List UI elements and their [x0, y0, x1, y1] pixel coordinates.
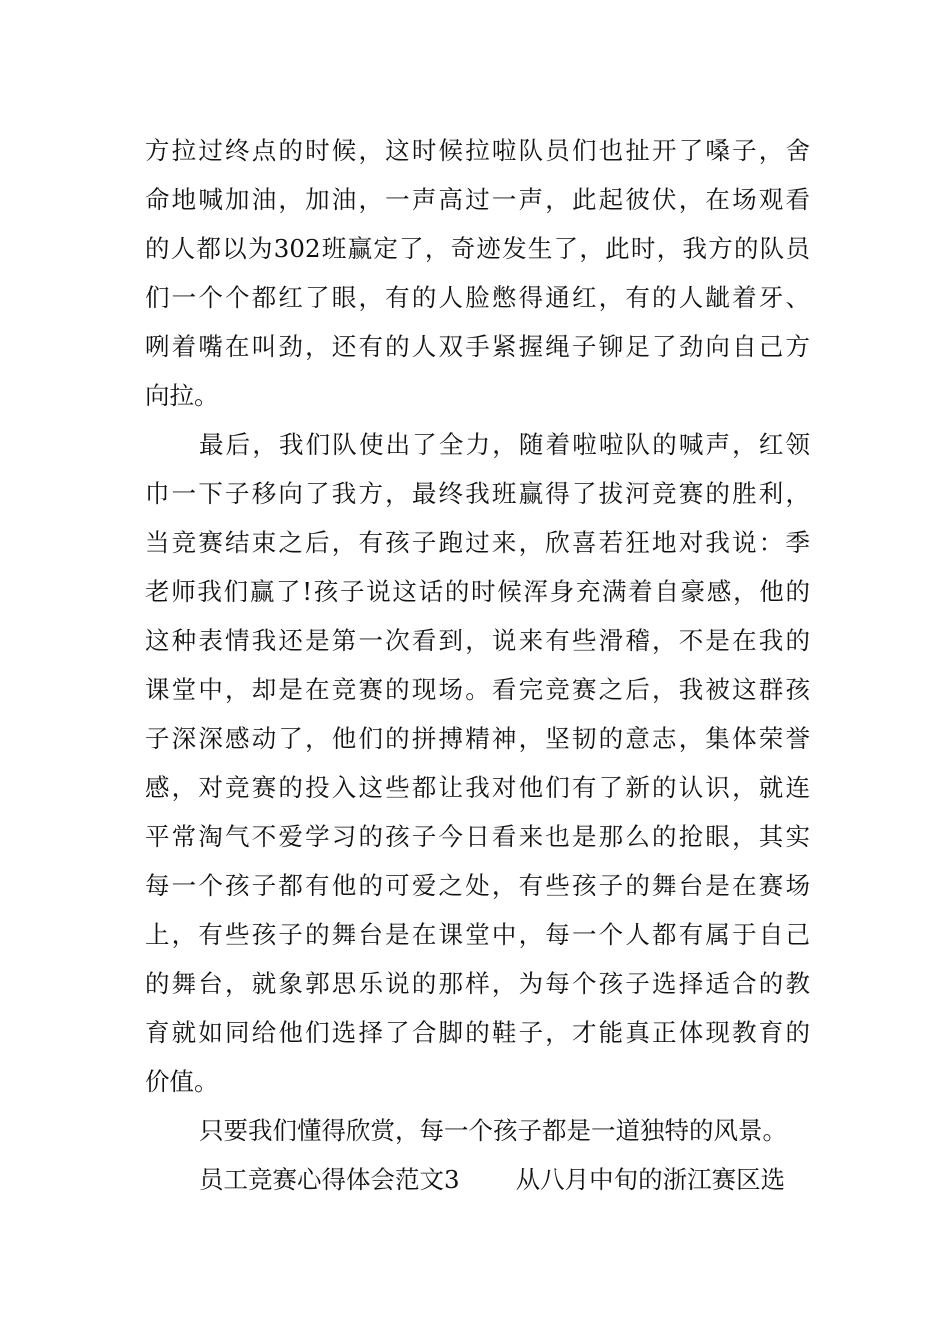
- document-body: [145, 126, 810, 1204]
- text-line: 方拉过终点的时候，这时候拉啦队员们也扯开了嗓子，舍: [145, 136, 810, 165]
- text-line: 的人都以为302班赢定了，奇迹发生了，此时，我方的队员: [145, 234, 810, 263]
- text-line: 上，有些孩子的舞台是在课堂中，每一个人都有属于自己: [145, 920, 810, 949]
- text-line: 老师我们赢了!孩子说这话的时候浑身充满着自豪感，他的: [145, 577, 810, 606]
- text-line: 们一个个都红了眼，有的人脸憋得通红，有的人龇着牙、: [145, 283, 810, 312]
- paragraph-start-line: 最后，我们队使出了全力，随着啦啦队的喊声，红领: [199, 430, 810, 459]
- text-line: 这种表情我还是第一次看到，说来有些滑稽，不是在我的: [145, 626, 810, 655]
- text-line: 巾一下子移向了我方，最终我班赢得了拔河竞赛的胜利，: [145, 479, 810, 508]
- text-line: 感，对竞赛的投入这些都让我对他们有了新的认识，就连: [145, 773, 810, 802]
- text-line: 命地喊加油，加油，一声高过一声，此起彼伏，在场观看: [145, 185, 810, 214]
- text-line: 向拉。: [145, 381, 219, 410]
- text-line: 育就如同给他们选择了合脚的鞋子，才能真正体现教育的: [145, 1018, 810, 1047]
- text-line: 每一个孩子都有他的可爱之处，有些孩子的舞台是在赛场: [145, 871, 810, 900]
- paragraph-line: 只要我们懂得欣赏，每一个孩子都是一道独特的风景。: [199, 1116, 787, 1145]
- section-heading-title: 员工竞赛心得体会范文3: [199, 1165, 460, 1194]
- text-line: 当竞赛结束之后，有孩子跑过来，欣喜若狂地对我说：季: [145, 528, 810, 557]
- text-line: 课堂中，却是在竞赛的现场。看完竞赛之后，我被这群孩: [145, 675, 810, 704]
- text-line: 价值。: [145, 1067, 219, 1096]
- section-heading-tail: 从八月中旬的浙江赛区选: [515, 1165, 786, 1194]
- text-line: 的舞台，就象郭思乐说的那样，为每个孩子选择适合的教: [145, 969, 810, 998]
- text-line: 咧着嘴在叫劲，还有的人双手紧握绳子铆足了劲向自己方: [145, 332, 810, 361]
- section-heading-line: [145, 1155, 810, 1204]
- text-line: 平常淘气不爱学习的孩子今日看来也是那么的抢眼，其实: [145, 822, 810, 851]
- text-line: 子深深感动了，他们的拼搏精神，坚韧的意志，集体荣誉: [145, 724, 810, 753]
